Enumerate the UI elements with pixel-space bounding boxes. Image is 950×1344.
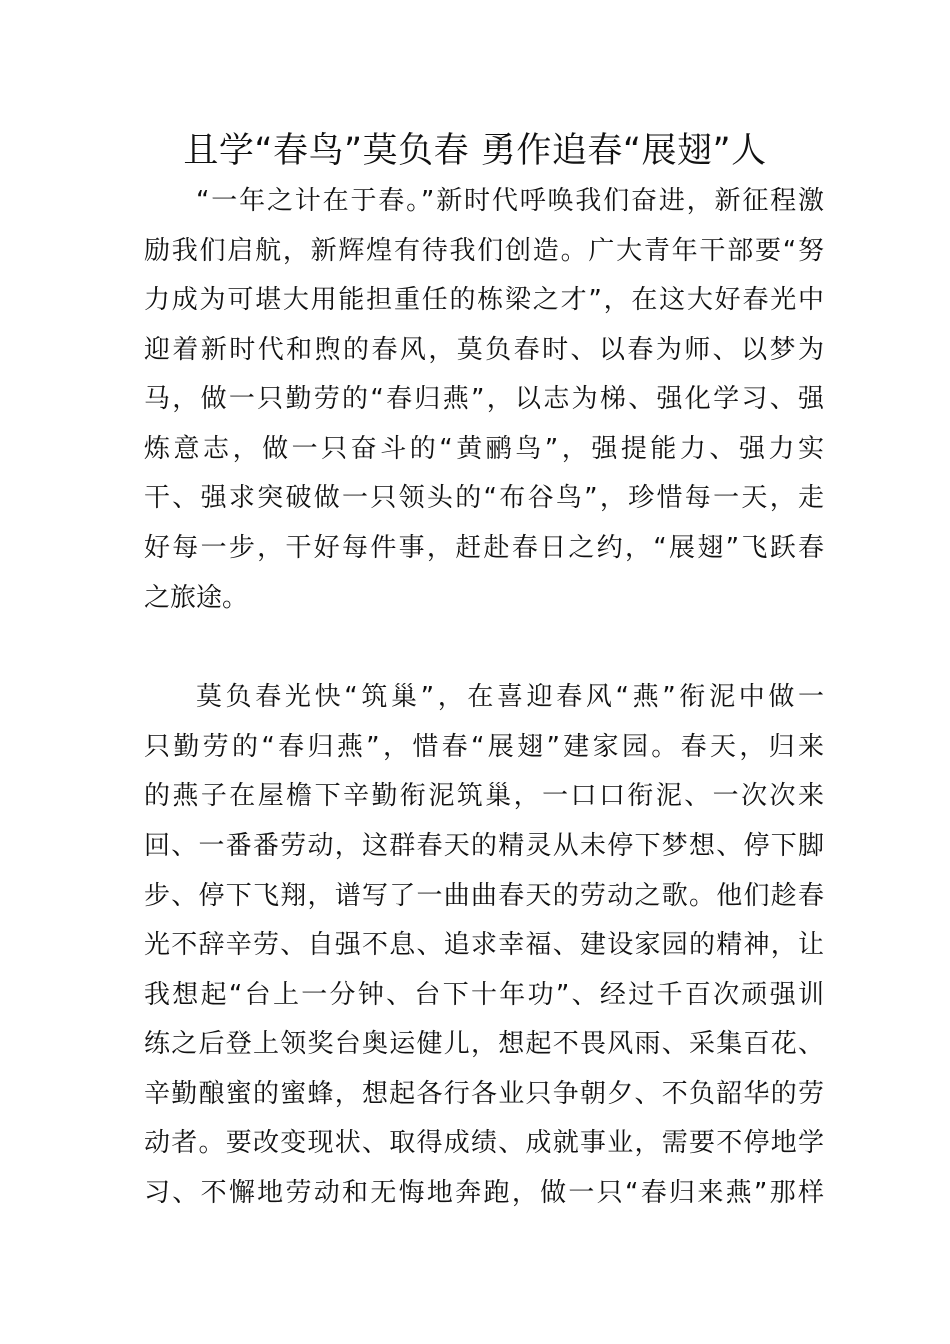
paragraph-2-line-1: 莫负春光快“筑巢”，在喜迎春风“燕”衔泥中做一 — [196, 682, 824, 712]
document-title: 且学“春鸟”莫负春 勇作追春“展翅”人 — [183, 131, 767, 171]
paragraph-1-line-1: “一年之计在于春。”新时代呼唤我们奋进，新征程激 — [196, 186, 824, 216]
paragraph-2-line-6: 光不辞辛劳、自强不息、追求幸福、建设家园的精神，让 — [144, 930, 824, 960]
paragraph-1-line-3: 力成为可堪大用能担重任的栋梁之才”，在这大好春光中 — [144, 285, 824, 315]
paragraph-1-line-4: 迎着新时代和煦的春风，莫负春时、以春为师、以梦为 — [144, 335, 824, 365]
paragraph-2-line-10: 动者。要改变现状、取得成绩、成就事业，需要不停地学 — [144, 1128, 824, 1158]
paragraph-2-line-3: 的燕子在屋檐下辛勤衔泥筑巢，一口口衔泥、一次次来 — [144, 781, 824, 811]
paragraph-2-line-11: 习、不懈地劳动和无悔地奔跑，做一只“春归来燕”那样 — [144, 1178, 824, 1208]
paragraph-2-line-5: 步、停下飞翔，谱写了一曲曲春天的劳动之歌。他们趁春 — [144, 881, 824, 911]
paragraph-1-line-9: 之旅途。 — [144, 583, 249, 613]
paragraph-2-line-4: 回、一番番劳动，这群春天的精灵从未停下梦想、停下脚 — [144, 831, 824, 861]
paragraph-1-line-5: 马，做一只勤劳的“春归燕”，以志为梯、强化学习、强 — [144, 384, 824, 414]
paragraph-1-line-8: 好每一步，干好每件事，赶赴春日之约，“展翅”飞跃春 — [144, 533, 824, 563]
paragraph-1-line-2: 励我们启航，新辉煌有待我们创造。广大青年干部要“努 — [144, 236, 824, 266]
paragraph-2-line-9: 辛勤酿蜜的蜜蜂，想起各行各业只争朝夕、不负韶华的劳 — [144, 1079, 824, 1109]
paragraph-2-line-8: 练之后登上领奖台奥运健儿，想起不畏风雨、采集百花、 — [144, 1029, 824, 1059]
paragraph-1-line-6: 炼意志，做一只奋斗的“黄鹂鸟”，强提能力、强力实 — [144, 434, 824, 464]
paragraph-1-line-7: 干、强求突破做一只领头的“布谷鸟”，珍惜每一天，走 — [144, 483, 824, 513]
paragraph-2-line-7: 我想起“台上一分钟、台下十年功”、经过千百次顽强训 — [144, 980, 824, 1010]
paragraph-2-line-2: 只勤劳的“春归燕”，惜春“展翅”建家园。春天，归来 — [144, 732, 824, 762]
